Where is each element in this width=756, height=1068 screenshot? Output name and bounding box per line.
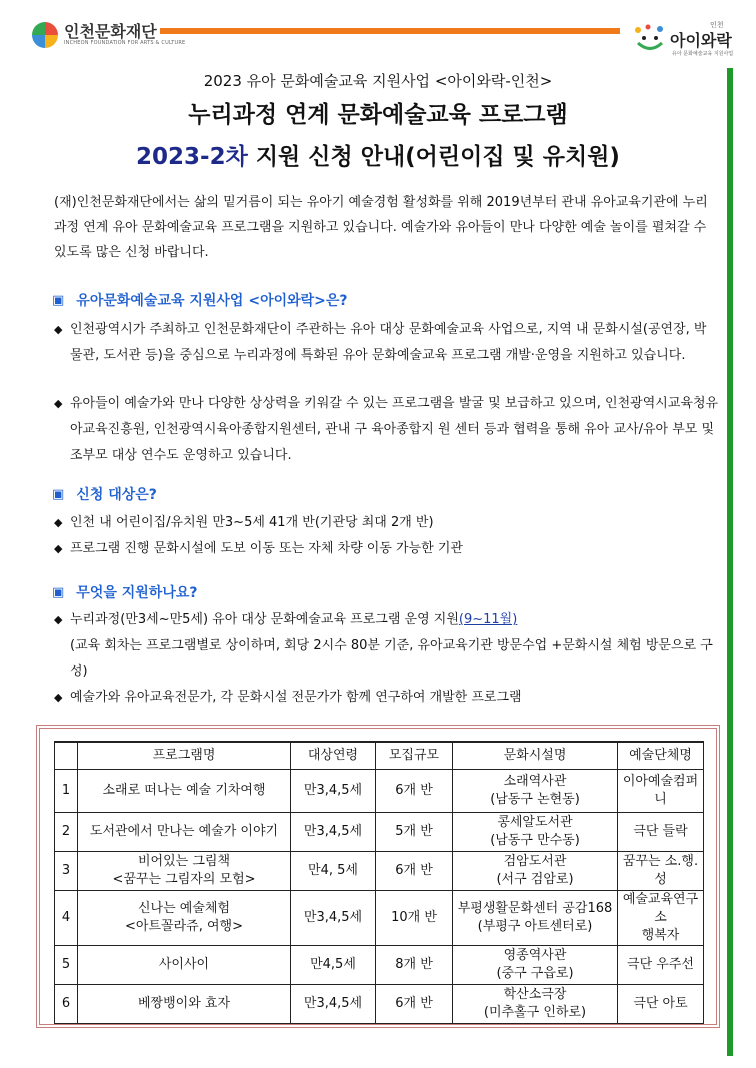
facility-name: 소래역사관 [503, 774, 567, 789]
cell-program [78, 770, 291, 813]
facility-name: 학산소극장 [503, 987, 567, 1002]
cell-facility [453, 852, 618, 891]
col-header-age: 대상연령 [291, 742, 376, 770]
program-table [54, 741, 704, 1024]
table-row [55, 813, 704, 852]
intro-paragraph: (재)인천문화재단에서는 삶의 밑거름이 되는 유아기 예술경험 활성화를 위해 2019년부터 관내 유아교육기관에 누리과정 연계 유아 문화예술교육 프로그램을 지원하고 있습니다. 예술가와 유아들이 만나 다양한 예술 놀이를 펼쳐갈 수 있도록 많은 신청 바랍니다. [54, 195, 708, 260]
cell-capacity: 10개 반 [376, 891, 453, 946]
program-subname: <아트꼴라쥬, 여행> [125, 919, 243, 934]
cell-age: 만3,4,5세 [291, 985, 376, 1024]
program-name: 베짱뱅이와 효자 [137, 996, 231, 1011]
col-header-capacity: 모집규모 [376, 742, 453, 770]
bullet-text: 예술가와 유아교육전문가, 각 문화시설 전문가가 함께 연구하여 개발한 프로그램 [70, 690, 522, 705]
aiwarak-logo-text: 아이와락 [670, 31, 732, 50]
diamond-bullet-icon: ◆ [54, 516, 63, 529]
list-item [54, 391, 719, 469]
bullet-text: 프로그램 진행 문화시설에 도보 이동 또는 자체 차량 이동 가능한 기관 [70, 541, 463, 556]
foundation-logo-subtext: INCHEON FOUNDATION FOR ARTS & CULTURE [64, 40, 186, 46]
cell-capacity: 6개 반 [376, 852, 453, 891]
list-item-note [54, 633, 719, 685]
aiwarak-logo-small: 인천 [710, 21, 724, 29]
title-highlight: 2023-2차 [136, 144, 248, 170]
header-orange-bar [160, 28, 620, 34]
smiley-face-icon [632, 24, 668, 54]
cell-age: 만4,5세 [291, 946, 376, 985]
cell-no: 5 [55, 946, 78, 985]
title-rest: 지원 신청 안내(어린이집 및 유치원) [247, 144, 620, 170]
list-item [54, 317, 719, 369]
aiwarak-logo [632, 18, 732, 62]
cell-age: 만3,4,5세 [291, 770, 376, 813]
cell-capacity: 8개 반 [376, 946, 453, 985]
table-row [55, 770, 704, 813]
cell-org [618, 891, 704, 946]
cell-org: 꿈꾸는 소.행.성 [618, 852, 704, 891]
right-green-bar [727, 68, 733, 1056]
page-title-line2 [0, 138, 756, 171]
diamond-bullet-icon: ◆ [54, 542, 63, 555]
table-row [55, 891, 704, 946]
cell-capacity: 6개 반 [376, 770, 453, 813]
facility-address: (남동구 만수동) [490, 833, 580, 848]
cell-age: 만3,4,5세 [291, 813, 376, 852]
facility-address: (중구 구읍로) [496, 966, 574, 981]
aiwarak-logo-subtext: 유아 문화예술교육 지원사업 [672, 51, 734, 57]
support-text: 누리과정(만3세~만5세) 유아 대상 문화예술교육 프로그램 운영 지원 [70, 612, 459, 627]
cell-program [78, 813, 291, 852]
cell-program [78, 985, 291, 1024]
period-link[interactable]: (9~11월) [458, 612, 518, 627]
cell-age: 만3,4,5세 [291, 891, 376, 946]
cell-no: 3 [55, 852, 78, 891]
table-row [55, 985, 704, 1024]
section-heading-support [52, 582, 197, 602]
list-item [54, 510, 719, 536]
col-header-facility: 문화시설명 [453, 742, 618, 770]
incheon-foundation-logo [32, 22, 185, 48]
cell-capacity: 6개 반 [376, 985, 453, 1024]
table-header-row [55, 742, 704, 770]
bullet-note: (교육 회차는 프로그램별로 상이하며, 회당 2시수 80분 기준, 유아교육기관 방문수업 +문화시설 체험 방문으로 구성) [70, 638, 713, 679]
page-title: 누리과정 연계 문화예술교육 프로그램 [188, 102, 568, 128]
section-heading-about [52, 290, 348, 310]
cell-program [78, 891, 291, 946]
program-name: 신나는 예술체험 [137, 901, 231, 916]
section-heading-text: 신청 대상은? [76, 487, 157, 503]
list-item [54, 685, 719, 711]
program-subtitle: 2023 유아 문화예술교육 지원사업 <아이와락-인천> [203, 72, 553, 90]
facility-address: (부평구 아트센터로) [477, 919, 593, 934]
section-heading-eligibility [52, 484, 157, 504]
square-marker-icon: ▣ [52, 486, 65, 502]
cell-program [78, 946, 291, 985]
cell-facility [453, 813, 618, 852]
facility-name: 부평생활문화센터 공감168 [457, 901, 613, 916]
diamond-bullet-icon: ◆ [54, 691, 63, 704]
table-row [55, 852, 704, 891]
cell-program [78, 852, 291, 891]
cell-org: 이아예술컴퍼니 [618, 770, 704, 813]
cell-org: 극단 아토 [618, 985, 704, 1024]
cell-capacity: 5개 반 [376, 813, 453, 852]
cell-no: 2 [55, 813, 78, 852]
cell-age: 만4, 5세 [291, 852, 376, 891]
bullet-text [70, 607, 719, 633]
facility-name: 콩세알도서관 [497, 815, 573, 830]
program-name: 비어있는 그림책 [137, 854, 231, 869]
section-heading-text: 유아문화예술교육 지원사업 <아이와락>은? [76, 293, 348, 309]
facility-address: (남동구 논현동) [490, 792, 580, 807]
cell-no: 1 [55, 770, 78, 813]
bullet-text: 인천광역시가 주최하고 인천문화재단이 주관하는 유아 대상 문화예술교육 사업으로, 지역 내 문화시설(공연장, 박물관, 도서관 등)을 중심으로 누리과정에 특화된 유아 문화예술교육 프로그램 개발·운영을 지원하고 있습니다. [70, 322, 707, 363]
cell-org: 극단 우주선 [618, 946, 704, 985]
diamond-bullet-icon: ◆ [54, 613, 63, 626]
cell-facility [453, 891, 618, 946]
org-name: 예술교육연구소 [622, 892, 699, 925]
cell-no: 6 [55, 985, 78, 1024]
cell-facility [453, 946, 618, 985]
org-name-line2: 행복자 [641, 928, 680, 943]
diamond-bullet-icon: ◆ [54, 397, 63, 410]
program-name: 사이사이 [158, 957, 210, 972]
foundation-logo-icon [32, 22, 58, 48]
diamond-bullet-icon: ◆ [54, 323, 63, 336]
foundation-logo-text: 인천문화재단 [64, 22, 157, 41]
cell-facility [453, 770, 618, 813]
facility-address: (서구 검암로) [496, 872, 574, 887]
cell-no: 4 [55, 891, 78, 946]
bullet-text: 인천 내 어린이집/유치원 만3~5세 41개 반(기관당 최대 2개 반) [70, 515, 434, 530]
facility-name: 영종역사관 [503, 948, 567, 963]
col-header-org: 예술단체명 [618, 742, 704, 770]
square-marker-icon: ▣ [52, 292, 65, 308]
program-name: 도서관에서 만나는 예술가 이야기 [89, 824, 279, 839]
section-heading-text: 무엇을 지원하나요? [76, 585, 198, 601]
cell-facility [453, 985, 618, 1024]
col-header-program: 프로그램명 [78, 742, 291, 770]
table-row [55, 946, 704, 985]
bullet-text: 유아들이 예술가와 만나 다양한 상상력을 키워갈 수 있는 프로그램을 발굴 및 보급하고 있으며, 인천광역시교육청유아교육진흥원, 인천광역시육아종합지원센터, 관내 구 육아종합지 원 센터 등과 협력을 통해 유아 교사/유아 부모 및 조부모 대상 연수도 운영하고 있습니다. [70, 396, 719, 463]
cell-org: 극단 들락 [618, 813, 704, 852]
square-marker-icon: ▣ [52, 584, 65, 600]
col-header-no [55, 742, 78, 770]
facility-address: (미추홀구 인하로) [483, 1005, 587, 1020]
list-item [54, 607, 719, 633]
program-name: 소래로 떠나는 예술 기차여행 [102, 783, 266, 798]
list-item [54, 536, 719, 562]
facility-name: 검암도서관 [503, 854, 567, 869]
program-subname: <꿈꾸는 그림자의 모험> [112, 872, 256, 887]
